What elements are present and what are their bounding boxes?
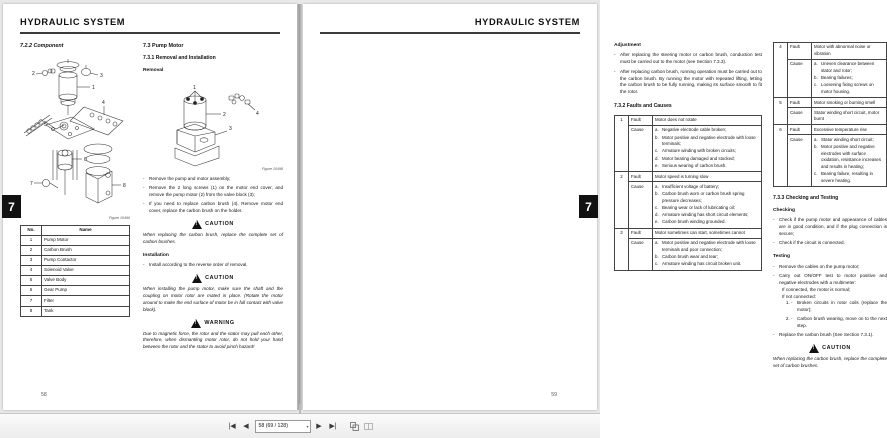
list-item	[655, 240, 759, 253]
figure-pump-motor-removal	[143, 78, 283, 172]
svg-text:1: 1	[193, 85, 196, 92]
parts-row-name: Pump Contactor	[42, 255, 130, 265]
subsection-heading-removal-installation: 7.3.1 Removal and Installation	[143, 55, 216, 62]
left-page-column-1	[20, 42, 130, 317]
list-item: - Remove the 2 long screws (1) on the motor end cover, and remove the pump motor (2) from the valve block (3);	[143, 185, 283, 199]
parts-row-no: 7	[21, 296, 42, 306]
cause-key-letter: a.	[655, 183, 659, 189]
heading-installation: Installation	[143, 252, 169, 258]
fault-index: 1	[615, 115, 629, 171]
faults-table-right	[773, 42, 887, 187]
fault-index: 6	[774, 125, 788, 187]
cause-key-letter: c.	[655, 261, 659, 267]
caution-label: CAUTION	[822, 345, 851, 352]
list-item	[814, 171, 884, 184]
previous-page-button[interactable]: ◀	[243, 423, 249, 430]
list-item	[773, 273, 887, 330]
parts-table-header-name: Name	[42, 225, 130, 235]
figure-caption-right: Figure 10498	[261, 167, 283, 172]
cause-key: Cause	[788, 59, 812, 97]
list-item: - After replacing carbon brush, running operation must be carried out to the carbon brush. By running the motor with repeated lifting, letting the carbon brush to be fully running, making its surface smooth to fit the rotor.	[614, 69, 762, 97]
table-row	[615, 172, 762, 182]
cause-key-letter: b.	[655, 190, 659, 196]
parts-row-no: 2	[21, 245, 42, 255]
cause-key-letter: c.	[814, 82, 818, 88]
cause-text: Motor bearing damaged and stocked;	[662, 155, 735, 161]
cause-text: Carbon brush winding grounded.	[662, 219, 726, 225]
left-page-column-2	[143, 42, 283, 353]
page-header-title-right: HYDRAULIC SYSTEM	[474, 17, 580, 27]
cause-key-letter: d.	[655, 155, 659, 161]
cause-key-letter: b.	[814, 74, 818, 80]
fault-key: Fault	[629, 172, 653, 182]
fault-description: Motor does not rotate	[653, 115, 762, 125]
table-row	[774, 108, 887, 125]
fit-page-icon[interactable]	[349, 421, 360, 432]
warning-triangle-icon	[809, 344, 819, 353]
table-row	[615, 126, 762, 172]
cause-key-letter: a.	[655, 240, 659, 246]
page-number-input[interactable]	[255, 420, 311, 433]
fault-description: Motor speed is turning slow	[653, 172, 762, 182]
table-row	[21, 286, 130, 296]
list-item	[814, 137, 884, 144]
next-page-button[interactable]: ▶	[316, 423, 322, 430]
parts-row-name: Carbon Brush	[42, 245, 130, 255]
cause-text: Motor positive and negative electrodes with surface oxidation, resistance increases and results in heating;	[821, 143, 882, 169]
cause-text: Loosening fixing screws on motor housing.	[821, 82, 874, 94]
cause-key: Cause	[629, 182, 653, 228]
caution-banner-1	[143, 220, 283, 229]
subsection-heading-checking-testing: 7.3.3 Checking and Testing	[773, 195, 839, 202]
header-rule-right	[320, 32, 580, 34]
svg-text:4: 4	[102, 100, 105, 107]
svg-text:2: 2	[32, 71, 35, 78]
spread-gutter	[297, 4, 302, 410]
list-item	[655, 205, 759, 212]
cause-key-letter: a.	[655, 127, 659, 133]
list-item	[655, 261, 759, 268]
cause-text: Armature winding has short circuit elements;	[662, 211, 749, 217]
cause-list	[814, 137, 884, 184]
right-page-column-1	[614, 42, 762, 271]
fault-key: Fault	[788, 98, 812, 108]
table-row	[774, 98, 887, 108]
scrollbar-nub[interactable]	[299, 404, 301, 414]
fault-description: Motor smoking or burning smell	[812, 98, 887, 108]
chapter-tab-right: 7	[579, 195, 598, 218]
caution-banner-right	[773, 344, 887, 353]
heading-removal: Removal	[143, 67, 164, 73]
list-item	[655, 212, 759, 219]
cause-key-letter: e.	[655, 219, 659, 225]
adjustment-steps-list	[614, 52, 762, 96]
cause-list-cell	[653, 126, 762, 172]
table-row	[21, 296, 130, 306]
cause-text: Serious wearing of carbon brush.	[662, 162, 727, 168]
heading-testing: Testing	[773, 254, 791, 260]
fault-index: 4	[774, 43, 788, 98]
fault-index: 5	[774, 98, 788, 125]
cause-text: Stator winding short circuit, motor burnt	[812, 108, 887, 125]
parts-row-no: 5	[21, 276, 42, 286]
cause-text: Armature winding with broken circuits;	[662, 148, 736, 154]
table-row	[615, 238, 762, 270]
parts-table	[20, 225, 130, 317]
svg-text:8: 8	[123, 183, 126, 190]
svg-text:5: 5	[44, 122, 47, 129]
table-row	[21, 235, 130, 245]
warning-label: WARNING	[204, 319, 235, 326]
cause-key-letter: c.	[655, 148, 659, 154]
cause-key-letter: d.	[655, 211, 659, 217]
list-item	[655, 219, 759, 226]
testing-steps-list	[773, 264, 887, 339]
cause-list-cell	[812, 135, 887, 187]
parts-row-no: 3	[21, 255, 42, 265]
table-row	[774, 43, 887, 60]
testing-detail-line: If connected, the motor is normal;	[782, 286, 851, 292]
fault-description: Motor sometimes can start, sometimes cannot	[653, 228, 762, 238]
cause-text: Carbon brush worn or carbon brush spring pressure decreases;	[662, 190, 745, 203]
caution-label: CAUTION	[205, 275, 234, 282]
table-row	[21, 255, 130, 265]
parts-table-header-row	[21, 225, 130, 235]
warning-triangle-icon	[192, 274, 202, 283]
cause-key: Cause	[788, 108, 812, 125]
cause-text: Bearing wear or lack of lubricating oil;	[662, 204, 735, 210]
cause-key: Cause	[629, 126, 653, 172]
chevron-down-icon[interactable]: ▾	[306, 423, 309, 429]
table-row	[615, 228, 762, 238]
list-item: - Remove the pump and motor assembly;	[143, 176, 283, 183]
cause-key: Cause	[629, 238, 653, 270]
parts-table-header-no: No.	[21, 225, 42, 235]
list-item	[655, 254, 759, 261]
cause-text: Bearing failure, resulting in severe heating.	[821, 170, 873, 183]
testing-detail-line: If not connected:	[782, 293, 816, 299]
cause-text: Bearing failures;	[821, 74, 853, 80]
faults-table-left	[614, 115, 762, 271]
testing-step-lead: Carry out ON/OFF test to motor positive and negative electrodes with a multimeter:	[779, 272, 887, 285]
svg-text:3: 3	[100, 73, 103, 80]
table-row	[21, 276, 130, 286]
cause-key-letter: c.	[814, 170, 818, 176]
fault-description: Motor with abnormal noise or vibration	[812, 43, 887, 60]
parts-row-no: 1	[21, 235, 42, 245]
caution-text-2: When installing the pump motor, make sure the shaft and the coupling on motor rotor are mated in place. (Rotate the motor around to make the end surface of motor be in full contact with valve block).	[143, 285, 283, 312]
right-page-column-2	[773, 42, 887, 372]
cause-key-letter: b.	[814, 143, 818, 149]
parts-table-body	[21, 235, 130, 316]
subsection-heading-faults-causes: 7.3.2 Faults and Causes	[614, 103, 672, 110]
cause-text: Stator winding short circuit;	[821, 136, 874, 142]
cause-list	[814, 61, 884, 95]
figure-caption-left: Figure 10496	[108, 216, 130, 221]
cause-key-letter: b.	[655, 254, 659, 259]
cause-list	[655, 127, 759, 169]
caution-label: CAUTION	[205, 221, 234, 228]
list-item: - If you need to replace carbon brush (4), Remove motor end cover, replace the carbon brush on the holder.	[143, 201, 283, 215]
heading-checking: Checking	[773, 207, 796, 213]
cause-key-letter: b.	[655, 134, 659, 140]
removal-steps-list	[143, 176, 283, 215]
cause-text: Motor positive and negative electrode with loose terminals;	[662, 134, 756, 147]
page-number-right: 59	[551, 392, 557, 398]
table-row	[21, 306, 130, 316]
cause-list	[655, 184, 759, 226]
page-left	[3, 4, 297, 410]
list-item: - 1. Broken circuits in rotor coils (replace the motor);	[791, 300, 887, 314]
table-row	[774, 125, 887, 135]
cause-key-letter: a.	[814, 136, 818, 142]
table-row	[21, 266, 130, 276]
cause-text: Uneven clearance between stator and rotor;	[821, 61, 875, 73]
cause-text: Negative electrode cable broken;	[662, 127, 727, 133]
table-row	[615, 182, 762, 228]
svg-text:4: 4	[256, 111, 259, 118]
cause-text: Insufficient voltage of battery;	[662, 183, 720, 189]
list-item: - Install according to the reverse order of removal.	[143, 262, 283, 269]
warning-text: Due to magnetic force, the rotor and the stator may pull each other, therefore, when dismantling motor rotor, do not hold your hand between the rotor and the stator to avoid pinch hazard!	[143, 330, 283, 350]
parts-row-no: 6	[21, 286, 42, 296]
testing-detail-block	[779, 287, 887, 330]
table-row	[21, 245, 130, 255]
parts-row-name: Tank	[42, 306, 130, 316]
checking-steps-list	[773, 217, 887, 247]
list-item: - Check if the pump motor and appearance of cables are in good condition, and if the plug connection is secure;	[773, 217, 887, 238]
header-rule-left	[20, 32, 280, 34]
list-item	[814, 144, 884, 170]
testing-ordered-list	[782, 300, 887, 329]
cause-list-cell	[653, 238, 762, 270]
section-heading-pump-motor: 7.3 Pump Motor	[143, 43, 184, 49]
parts-row-name: Filter	[42, 296, 130, 306]
list-item	[655, 148, 759, 155]
installation-steps-list	[143, 262, 283, 269]
last-page-button[interactable]: ▶|	[329, 423, 337, 430]
table-row	[774, 59, 887, 97]
list-item	[655, 184, 759, 191]
svg-text:2: 2	[223, 112, 226, 119]
list-item	[655, 127, 759, 134]
list-item	[655, 191, 759, 204]
svg-text:1: 1	[92, 85, 95, 92]
pump-motor-removal-diagram	[143, 78, 283, 166]
list-item	[655, 156, 759, 163]
cause-text: Carbon brush wear and tear;	[662, 254, 718, 259]
cause-key: Cause	[788, 135, 812, 187]
list-item: - Check if the circuit is connected.	[773, 240, 887, 247]
svg-text:6: 6	[84, 157, 87, 164]
cause-text: Motor positive and negative electrode with loose terminals and poor connection;	[662, 240, 756, 252]
fault-key: Fault	[788, 125, 812, 135]
list-item: - After replacing the steering motor or carbon brush, conduction test must be carried out to the motor (see Section 7.3.3).	[614, 52, 762, 66]
parts-row-no: 4	[21, 266, 42, 276]
svg-text:7: 7	[30, 181, 33, 188]
cause-text: Armature winding has circuit broken unit.	[662, 261, 742, 267]
fault-index: 3	[615, 228, 629, 270]
cause-key-letter: a.	[814, 61, 818, 67]
cause-key-letter: c.	[655, 204, 659, 210]
cause-key-letter: e.	[655, 162, 659, 168]
page-right	[303, 4, 887, 410]
warning-triangle-icon	[191, 319, 201, 328]
list-item	[655, 135, 759, 148]
list-item: - Remove the cables on the pump motor;	[773, 264, 887, 271]
warning-banner	[143, 319, 283, 328]
list-item: - 2. Carbon brush wearing, move on to the next step.	[791, 316, 887, 330]
cause-list	[655, 240, 759, 268]
parts-row-name: Gear Pump	[42, 286, 130, 296]
list-item	[655, 163, 759, 170]
section-heading-component: 7.2.2 Component	[20, 43, 64, 49]
caution-text-1: When replacing the carbon brush, replace the complete set of carbon brushes.	[143, 231, 283, 244]
viewer-toolbar[interactable]	[0, 413, 600, 438]
list-item	[814, 75, 884, 82]
cause-list-cell	[653, 182, 762, 228]
fault-index: 2	[615, 172, 629, 228]
fault-key: Fault	[629, 228, 653, 238]
table-row	[774, 135, 887, 187]
first-page-button[interactable]: |◀	[228, 423, 236, 430]
table-row	[615, 115, 762, 125]
list-item	[814, 61, 884, 74]
page-layout-icon[interactable]	[363, 421, 374, 432]
cause-list-cell	[812, 59, 887, 97]
heading-adjustment: Adjustment	[614, 43, 641, 48]
list-item: - Replace the carbon brush (See Section 7.3.1).	[773, 332, 887, 339]
parts-row-no: 8	[21, 306, 42, 316]
page-header-title-left: HYDRAULIC SYSTEM	[20, 17, 126, 27]
fault-description: Excessive temperature rise	[812, 125, 887, 135]
caution-text-right: When replacing the carbon brush, replace the complete set of carbon brushes.	[773, 355, 887, 368]
caution-banner-2	[143, 274, 283, 283]
parts-row-name: Solenoid Valve	[42, 266, 130, 276]
page-number-value: 58 (69 / 128)	[258, 423, 288, 429]
fault-key: Fault	[629, 115, 653, 125]
warning-triangle-icon	[192, 220, 202, 229]
chapter-tab-left: 7	[2, 195, 21, 218]
page-number-left: 58	[41, 392, 47, 398]
figure-hydraulic-assembly-exploded	[20, 55, 130, 221]
list-item	[814, 82, 884, 95]
parts-row-name: Valve Body	[42, 276, 130, 286]
fault-key: Fault	[788, 43, 812, 60]
exploded-assembly-diagram	[20, 55, 130, 215]
svg-text:3: 3	[229, 126, 232, 133]
parts-row-name: Pump Motor	[42, 235, 130, 245]
